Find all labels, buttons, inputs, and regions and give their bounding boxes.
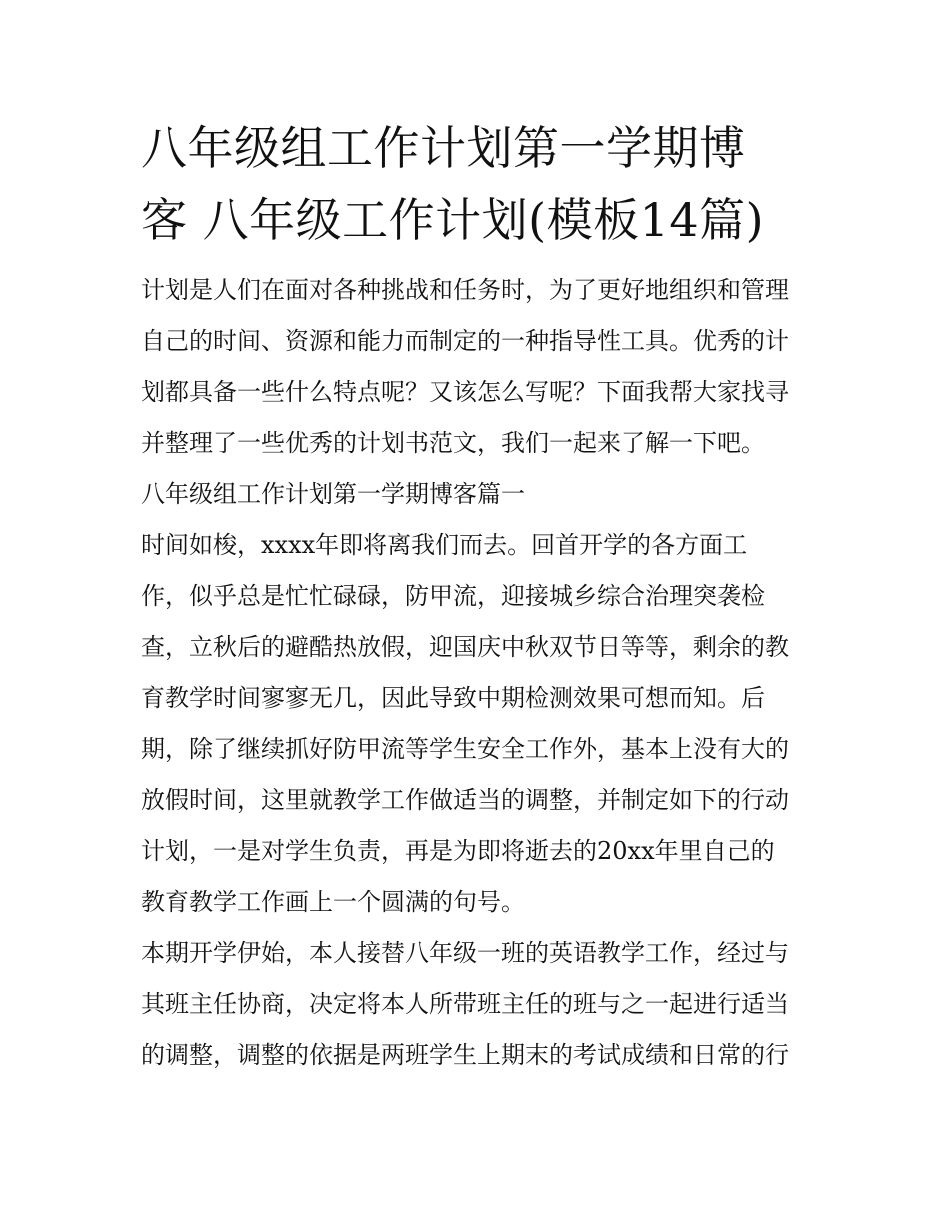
intro-paragraph <box>141 265 813 469</box>
text-line: 查，立秋后的避酷热放假，迎国庆中秋双节日等等，剩余的教 <box>141 633 789 661</box>
body-paragraph <box>141 928 813 1081</box>
section-heading <box>141 469 813 520</box>
document-content <box>141 112 813 1081</box>
text-line: 时间如梭，xxxx年即将离我们而去。回首开学的各方面工 <box>141 531 748 559</box>
text-line: 并整理了一些优秀的计划书范文，我们一起来了解一下吧。 <box>141 429 765 457</box>
text-line: 的调整，调整的依据是两班学生上期末的考试成绩和日常的行 <box>141 1041 789 1069</box>
text-line: 自己的时间、资源和能力而制定的一种指导性工具。优秀的计 <box>141 327 789 355</box>
body-paragraph <box>141 520 813 928</box>
title-line: 八年级组工作计划第一学期博 <box>141 121 746 175</box>
text-line: 教育教学工作画上一个圆满的句号。 <box>141 888 525 916</box>
text-line: 放假时间，这里就教学工作做适当的调整，并制定如下的行动 <box>141 786 789 814</box>
title-line: 客 八年级工作计划(模板14篇) <box>141 193 765 247</box>
document-title <box>141 112 813 256</box>
section-heading-text: 八年级组工作计划第一学期博客篇一 <box>141 480 525 508</box>
text-line: 本期开学伊始，本人接替八年级一班的英语教学工作，经过与 <box>141 939 789 967</box>
text-line: 划都具备一些什么特点呢？又该怎么写呢？下面我帮大家找寻 <box>141 378 789 406</box>
text-line: 其班主任协商，决定将本人所带班主任的班与之一起进行适当 <box>141 990 789 1018</box>
text-line: 计划，一是对学生负责，再是为即将逝去的20xx年里自己的 <box>141 837 775 865</box>
text-line: 作，似乎总是忙忙碌碌，防甲流，迎接城乡综合治理突袭检 <box>141 582 765 610</box>
text-line: 育教学时间寥寥无几，因此导致中期检测效果可想而知。后 <box>141 684 765 712</box>
document-body <box>141 265 813 1081</box>
text-line: 期，除了继续抓好防甲流等学生安全工作外，基本上没有大的 <box>141 735 789 763</box>
text-line: 计划是人们在面对各种挑战和任务时，为了更好地组织和管理 <box>141 276 789 304</box>
